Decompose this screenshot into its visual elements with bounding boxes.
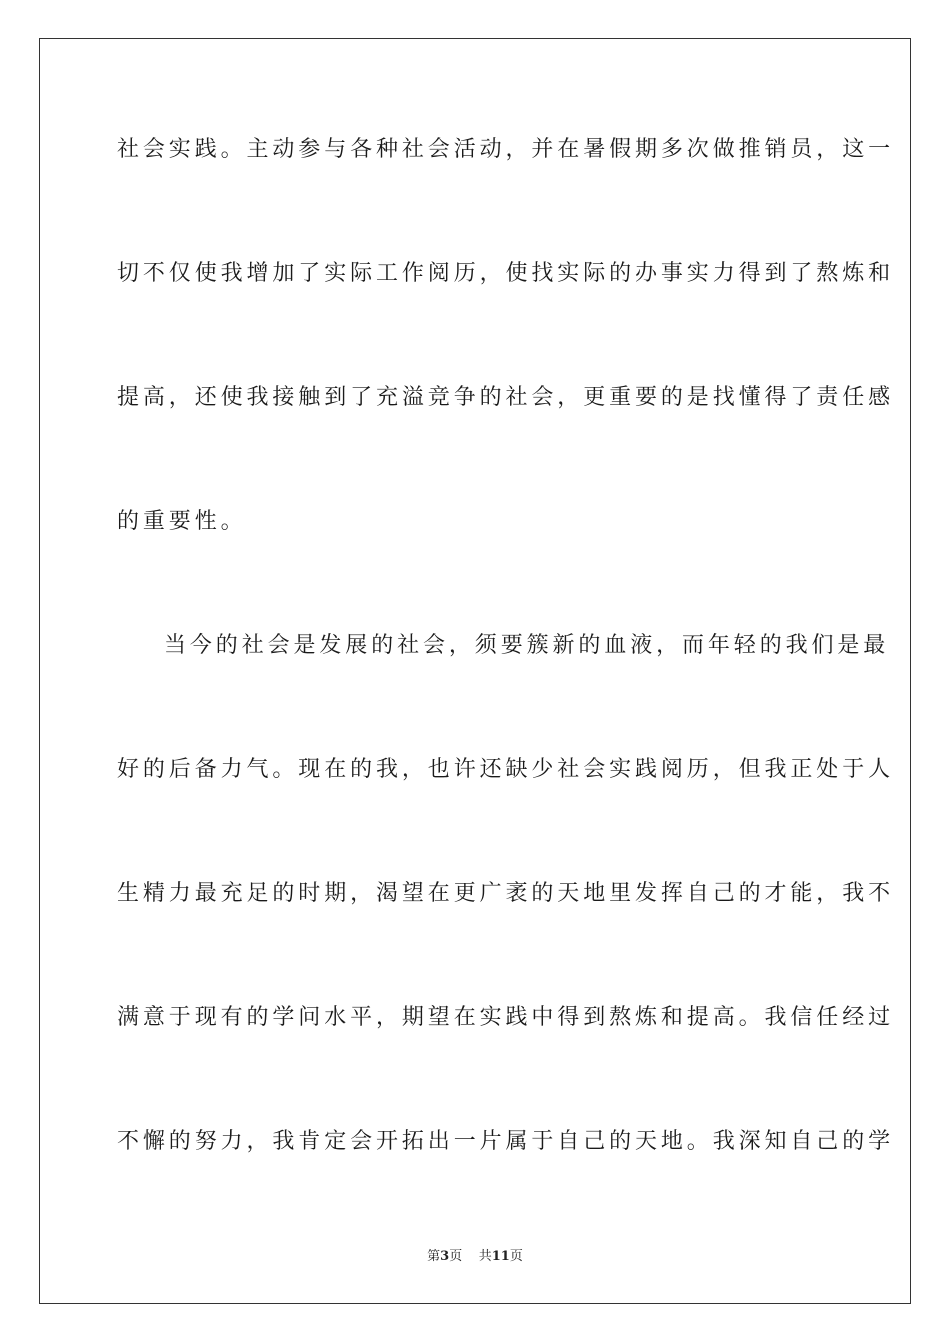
total-prefix: 共 [478,1249,492,1264]
page-border [39,38,911,1304]
page-prefix: 第 [427,1249,441,1264]
text-line-8: 满意于现有的学问水平，期望在实践中得到熬炼和提高。我信任经过 [117,1005,895,1030]
text-line-7: 生精力最充足的时期，渴望在更广袤的天地里发挥自己的才能，我不 [117,881,895,906]
text-line-4: 的重要性。 [117,509,247,534]
page-number: 3 [440,1249,450,1264]
text-line-3: 提高，还使我接触到了充溢竞争的社会，更重要的是找懂得了责任感 [117,385,895,410]
page-footer [0,1247,950,1267]
text-line-9: 不懈的努力，我肯定会开拓出一片属于自己的天地。我深知自己的学 [117,1129,895,1154]
page-suffix: 页 [449,1249,463,1264]
total-suffix: 页 [509,1249,523,1264]
total-pages: 11 [491,1249,510,1264]
text-line-2: 切不仅使我增加了实际工作阅历，使找实际的办事实力得到了熬炼和 [117,261,895,286]
text-line-6: 好的后备力气。现在的我，也许还缺少社会实践阅历，但我正处于人 [117,757,895,782]
paragraph-start-line: 当今的社会是发展的社会，须要簇新的血液，而年轻的我们是最 [164,633,890,658]
text-line-1: 社会实践。主动参与各种社会活动，并在暑假期多次做推销员，这一 [117,137,895,162]
